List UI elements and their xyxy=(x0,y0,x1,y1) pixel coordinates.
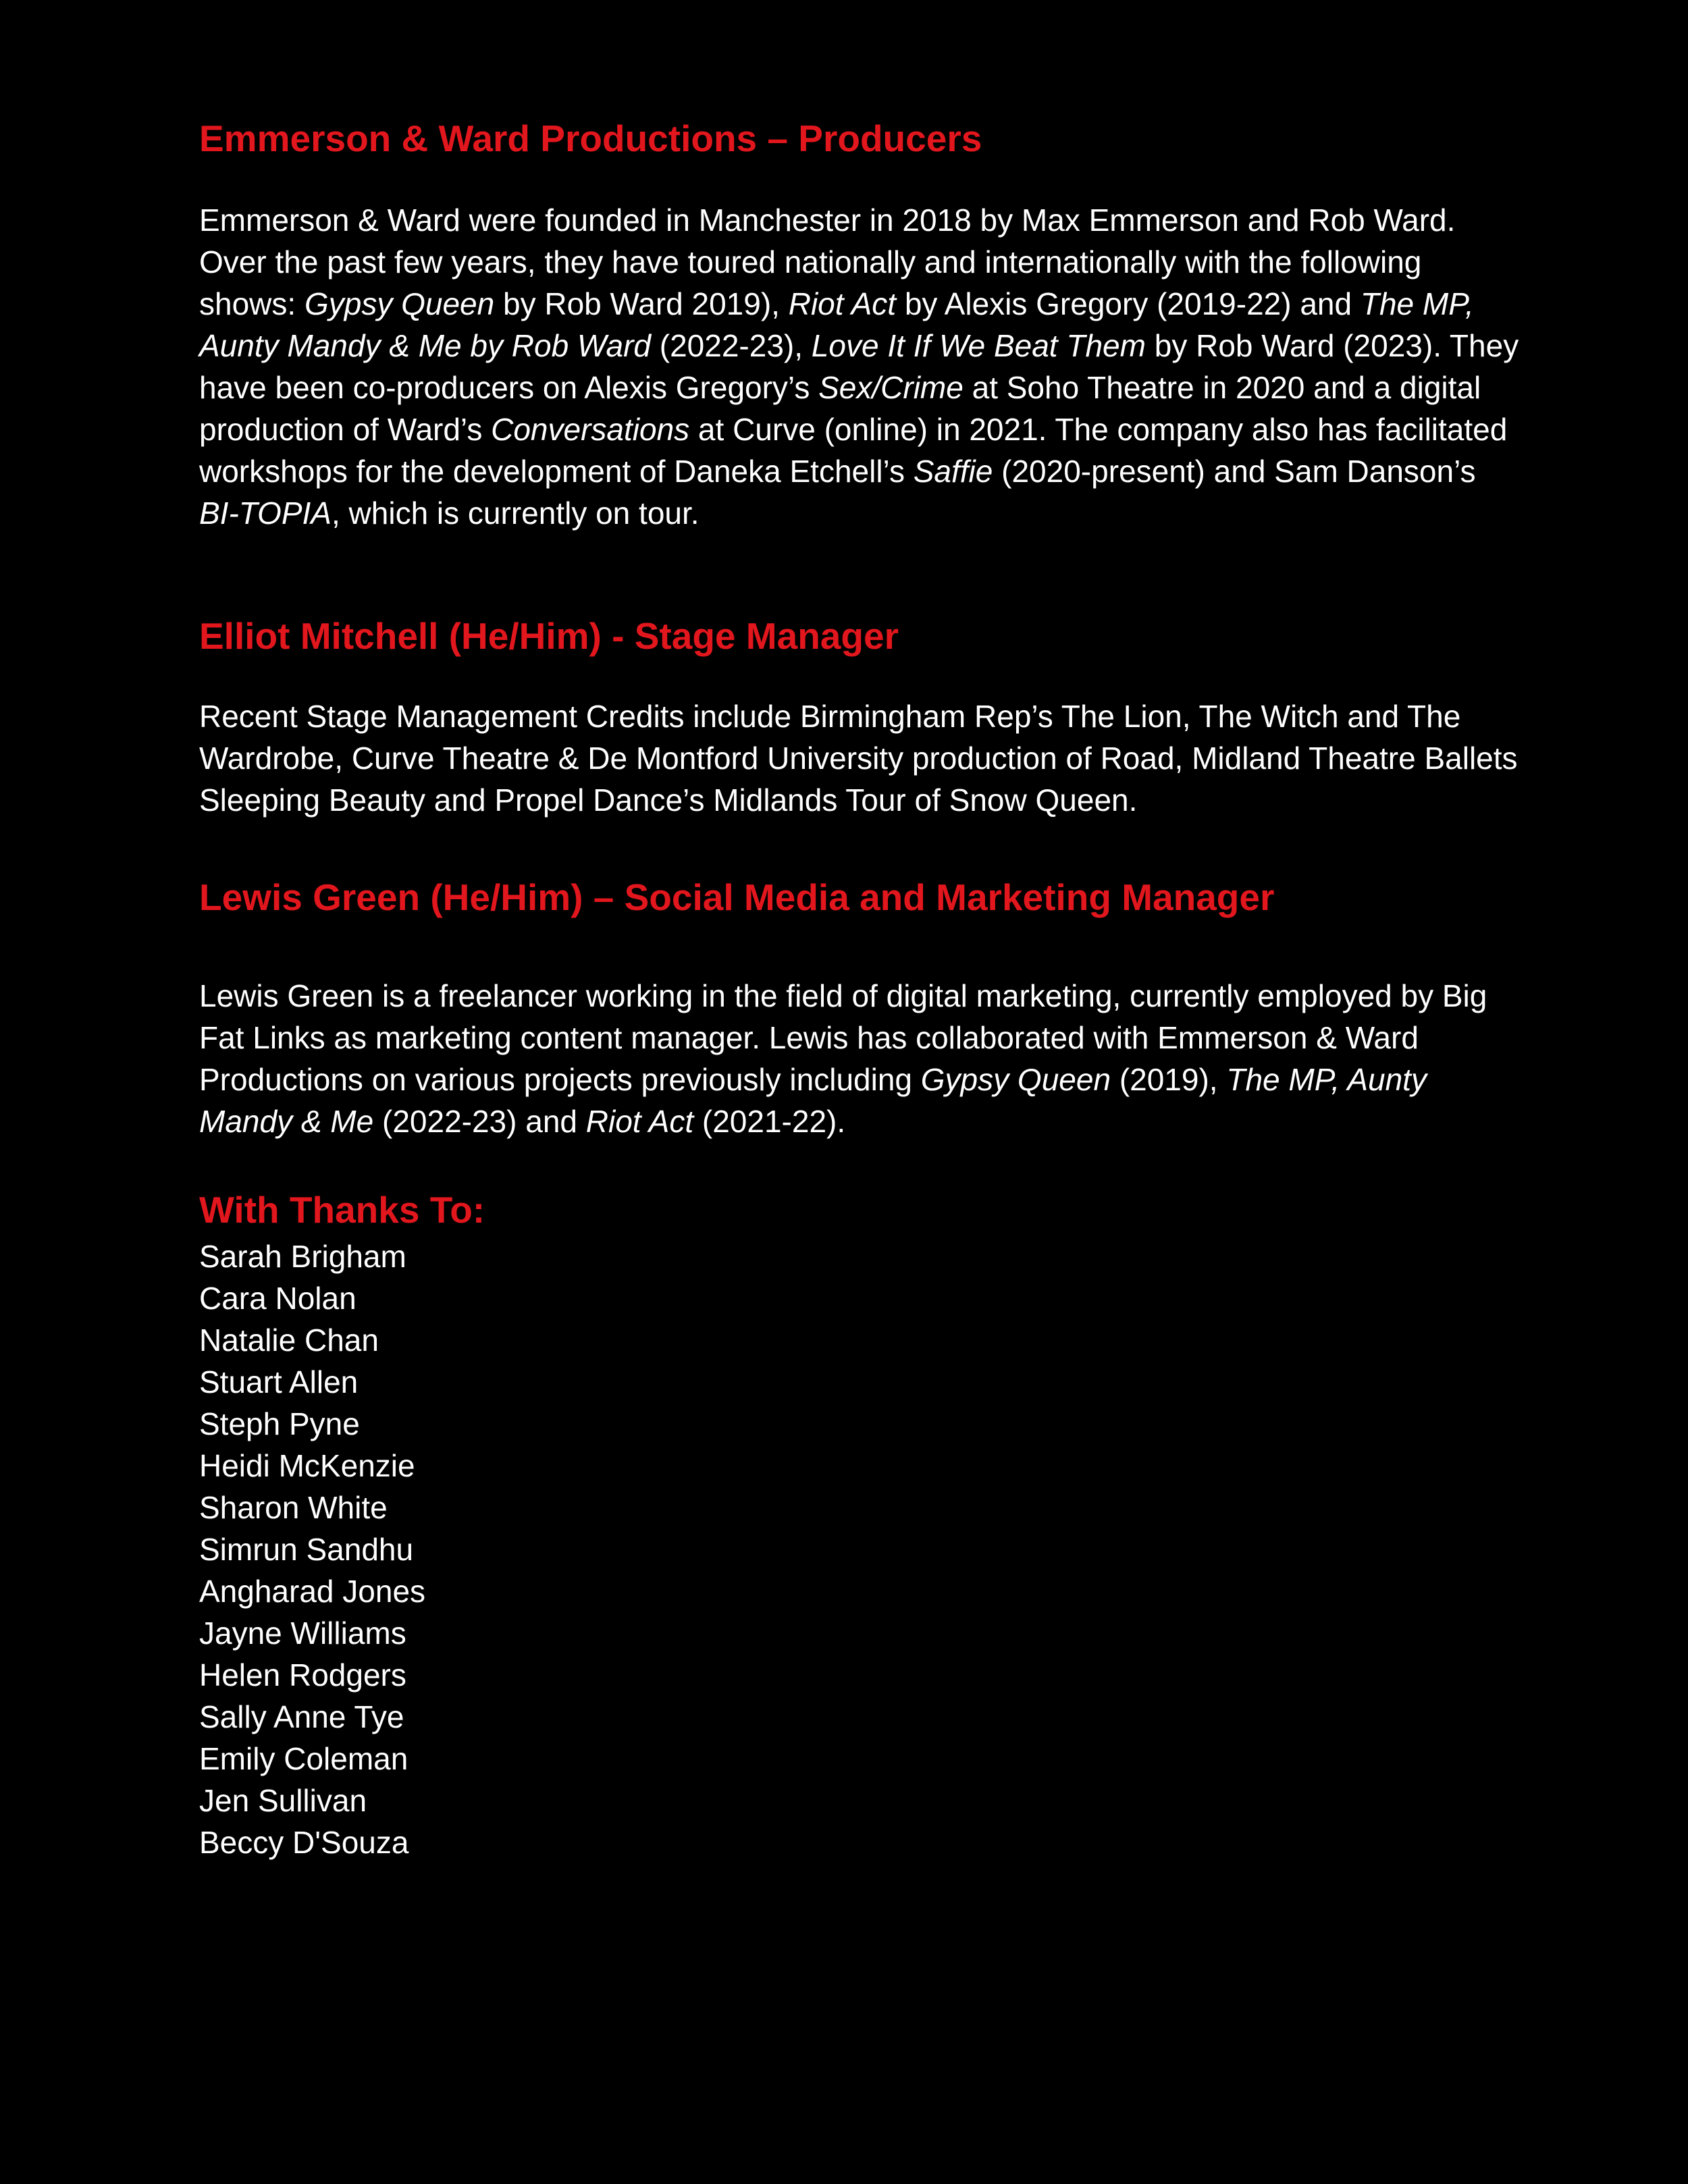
stage-manager-bio: Recent Stage Management Credits include Birmingham Rep’s The Lion, The Witch and The Wardrobe, Curve Theatre & De Montford University production of Road, Midland Theatre Ballets Sleeping Beauty and Propel Dance’s Midlands Tour of Snow Queen. xyxy=(199,699,1518,818)
text-segment: at Curve (online) in 2021. The company also has facilitated workshops for the development of Daneka Etchell’s xyxy=(199,412,1508,489)
marketing-manager-bio xyxy=(199,975,1523,1142)
text-segment: (2022-23) and xyxy=(373,1104,586,1139)
thanks-name: Helen Rodgers xyxy=(199,1657,406,1693)
italic-title: Gypsy Queen xyxy=(920,1062,1111,1097)
text-segment: , which is currently on tour. xyxy=(331,496,700,531)
italic-title: Riot Act xyxy=(585,1104,694,1139)
italic-title: The MP, Aunty Mandy & Me by Rob Ward xyxy=(199,286,1474,363)
italic-title: Gypsy Queen xyxy=(304,286,495,321)
thanks-name: Sarah Brigham xyxy=(199,1239,406,1274)
text-segment: by Alexis Gregory (2019-22) and xyxy=(896,286,1361,321)
thanks-name: Beccy D'Souza xyxy=(199,1825,409,1860)
thanks-name: Emily Coleman xyxy=(199,1741,408,1776)
thanks-name: Sharon White xyxy=(199,1490,388,1525)
italic-title: Love It If We Beat Them xyxy=(811,328,1146,363)
text-segment: at Soho Theatre in 2020 and a digital production of Ward’s xyxy=(199,370,1481,447)
text-segment: (2019), xyxy=(1111,1062,1227,1097)
thanks-list xyxy=(199,1235,425,1863)
thanks-name: Stuart Allen xyxy=(199,1364,359,1400)
italic-title: Saffie xyxy=(913,454,993,489)
text-segment: (2021-22). xyxy=(693,1104,846,1139)
thanks-name: Cara Nolan xyxy=(199,1281,357,1316)
thanks-name: Steph Pyne xyxy=(199,1406,360,1441)
thanks-heading: With Thanks To: xyxy=(199,1189,485,1231)
thanks-name: Sally Anne Tye xyxy=(199,1699,404,1734)
text-segment: Emmerson & Ward were founded in Manchester in 2018 by Max Emmerson and Rob Ward. Over the past few years, they have toured nationally and internationally with the following shows: xyxy=(199,203,1456,321)
text-segment: by Rob Ward 2019), xyxy=(494,286,789,321)
producers-bio xyxy=(199,199,1523,534)
text-segment: Lewis Green is a freelancer working in the field of digital marketing, currently employed by Big Fat Links as marketing content manager. Lewis has collaborated with Emmerson & Ward Productions on various projects previously including xyxy=(199,978,1487,1097)
thanks-name: Jen Sullivan xyxy=(199,1783,367,1818)
marketing-manager-heading: Lewis Green (He/Him) – Social Media and Marketing Manager xyxy=(199,876,1275,918)
text-segment: by Rob Ward (2023). They have been co-producers on Alexis Gregory’s xyxy=(199,328,1519,405)
stage-manager-heading: Elliot Mitchell (He/Him) - Stage Manager xyxy=(199,615,899,657)
italic-title: The MP, Aunty Mandy & Me xyxy=(199,1062,1427,1139)
italic-title: Sex/Crime xyxy=(818,370,964,405)
italic-title: Conversations xyxy=(491,412,690,447)
thanks-name: Jayne Williams xyxy=(199,1616,406,1651)
thanks-name: Simrun Sandhu xyxy=(199,1532,414,1567)
text-segment: (2020-present) and Sam Danson’s xyxy=(993,454,1476,489)
thanks-name: Natalie Chan xyxy=(199,1323,379,1358)
thanks-name: Heidi McKenzie xyxy=(199,1448,415,1483)
thanks-name: Angharad Jones xyxy=(199,1574,426,1609)
producers-heading: Emmerson & Ward Productions – Producers xyxy=(199,117,982,159)
italic-title: BI-TOPIA xyxy=(199,496,332,531)
text-segment: (2022-23), xyxy=(651,328,812,363)
italic-title: Riot Act xyxy=(788,286,897,321)
